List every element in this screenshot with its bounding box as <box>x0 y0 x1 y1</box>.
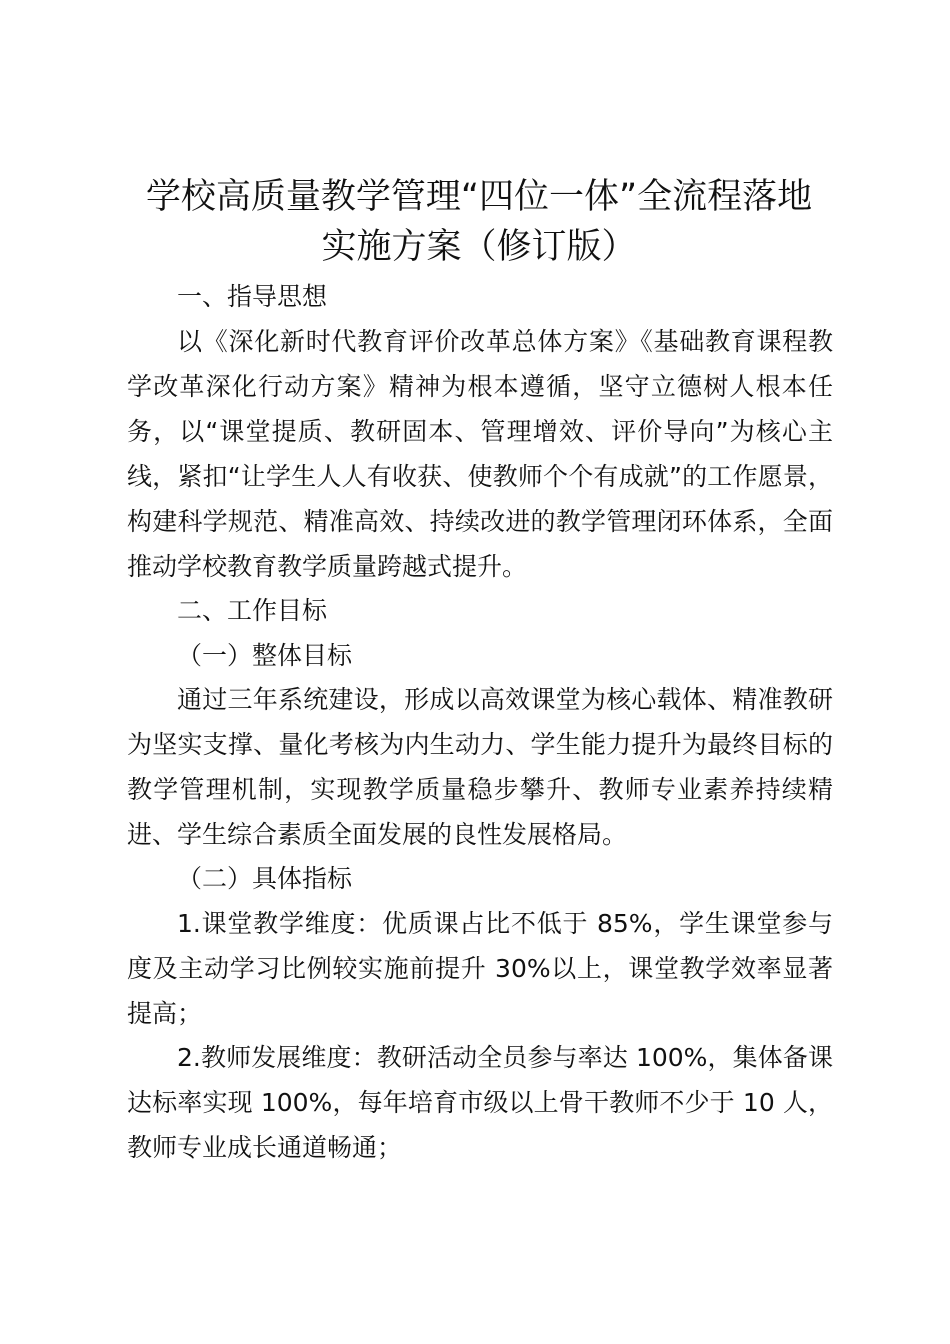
subsection-heading-overall-goals: （一）整体目标 <box>177 641 353 670</box>
document-title-line-2: 实施方案（修订版） <box>321 227 637 267</box>
section-heading-guiding-ideology: 一、指导思想 <box>177 282 328 311</box>
paragraph-guiding-ideology: 以《深化新时代教育评价改革总体方案》《基础教育课程教学改革深化行动方案》精神为根本遵循，坚守立德树人根本任务，以“课堂提质、教研固本、管理增效、评价导向”为核心主线，紧扣“让学生人人有收获、使教师个个有成就”的工作愿景，构建科学规范、精准高效、持续改进的教学管理闭环体系，全面推动学校教育教学质量跨越式提升。 <box>127 327 833 581</box>
paragraph-overall-goals: 通过三年系统建设，形成以高效课堂为核心载体、精准教研为坚实支撑、量化考核为内生动力、学生能力提升为最终目标的教学管理机制，实现教学质量稳步攀升、教师专业素养持续精进、学生综合素质全面发展的良性发展格局。 <box>127 685 833 849</box>
subsection-heading-specific-indicators: （二）具体指标 <box>177 864 353 893</box>
document-title-line-1: 学校高质量教学管理“四位一体”全流程落地 <box>145 177 813 217</box>
list-item-classroom-teaching: 1.课堂教学维度：优质课占比不低于 85%，学生课堂参与度及主动学习比例较实施前提升 30%以上，课堂教学效率显著提高； <box>127 909 833 1028</box>
list-item-teacher-development: 2.教师发展维度：教研活动全员参与率达 100%，集体备课达标率实现 100%，每年培育市级以上骨干教师不少于 10 人，教师专业成长通道畅通； <box>127 1043 833 1162</box>
section-heading-work-goals: 二、工作目标 <box>177 596 328 625</box>
